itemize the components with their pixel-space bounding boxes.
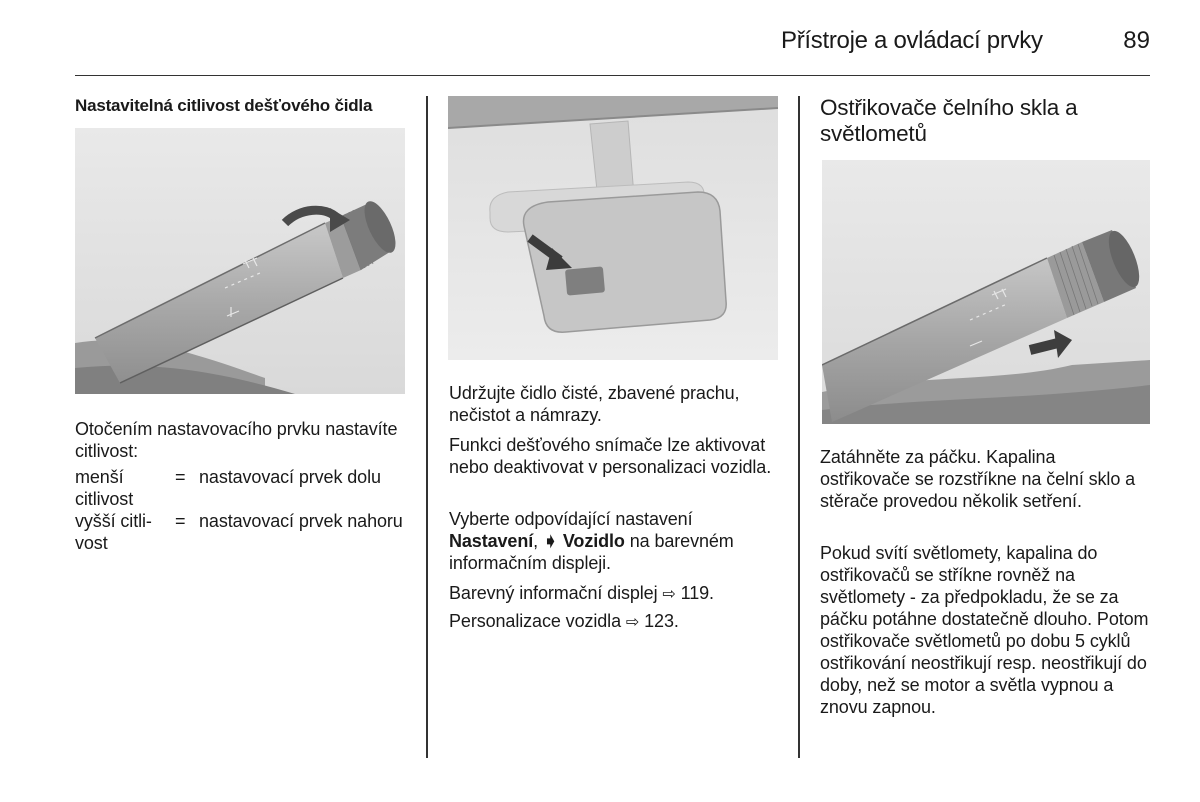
reference-label: Barevný informační displej xyxy=(449,583,663,603)
column-divider-left xyxy=(426,96,428,758)
rain-sensor-sensitivity-heading: Nastavitelná citlivost dešťového čidla xyxy=(75,96,373,115)
page-number: 89 xyxy=(1123,27,1150,54)
definition-row xyxy=(75,510,415,554)
colour-info-display-reference[interactable] xyxy=(449,582,784,606)
reference-page: 123. xyxy=(639,611,679,631)
definition-equals: = xyxy=(175,511,186,531)
definition-value: nastavovací prvek nahoru xyxy=(199,511,403,531)
menu-path-vehicle: Vozidlo xyxy=(562,531,625,551)
select-setting-text xyxy=(449,508,784,574)
wiper-stalk-pull-illustration xyxy=(822,160,1150,424)
column-divider-right xyxy=(798,96,800,758)
wiper-stalk-rotate-illustration xyxy=(75,128,405,394)
page-header xyxy=(75,22,1150,76)
pull-lever-text: Zatáhněte za páčku. Kapalina ostřikovače se rozstříkne na čelní sklo a stěrače provedou několik setření. xyxy=(820,447,1136,511)
menu-arrow-icon: ➧ xyxy=(542,531,558,551)
reference-label: Personalizace vozidla xyxy=(449,611,626,631)
definition-term: menší citlivost xyxy=(75,467,134,509)
section-title: Přístroje a ovládací prvky xyxy=(781,27,1043,54)
menu-path-separator: , xyxy=(533,531,543,551)
page-reference-icon: ⇨ xyxy=(662,586,676,603)
rain-sensor-activation-text: Funkci dešťového snímače lze aktivovat nebo deaktivovat v personalizaci vozidla. xyxy=(449,435,772,477)
definition-row xyxy=(75,466,415,510)
sensitivity-definitions xyxy=(75,466,415,554)
vehicle-personalisation-reference[interactable] xyxy=(449,610,784,634)
headlamp-washer-text: Pokud svítí světlomety, kapalina do ostřikovačů se stříkne rovněž na světlomety - za předpokladu, že se za páčku potáhne dostatečně dlouho. Potom ostřikovače světlometů po dobu 5 cyklů ostřikování neostřikují resp. neostřikují do doby, než se motor a světla vypnou a znovu zapnou. xyxy=(820,543,1149,717)
menu-path-settings: Nastavení xyxy=(449,531,534,551)
select-setting-text-b: na barevném informačním displeji. xyxy=(449,531,734,573)
definition-equals: = xyxy=(175,467,186,487)
washers-heading: Ostřikovače čelního skla a světlometů xyxy=(820,95,1078,146)
page-reference-icon: ⇨ xyxy=(625,614,640,631)
sensitivity-intro: Otočením nastavovacího prvku nastavíte citlivost: xyxy=(75,419,398,461)
keep-sensor-clean-text: Udržujte čidlo čisté, zbavené prachu, nečistot a námrazy. xyxy=(449,383,740,425)
select-setting-text-a: Vyberte odpovídající nastavení xyxy=(449,509,693,529)
definition-value: nastavovací prvek dolu xyxy=(199,467,381,487)
definition-term: vyšší citli-vost xyxy=(75,511,152,553)
rain-sensor-mirror-illustration xyxy=(448,96,778,360)
reference-page: 119. xyxy=(675,583,714,603)
